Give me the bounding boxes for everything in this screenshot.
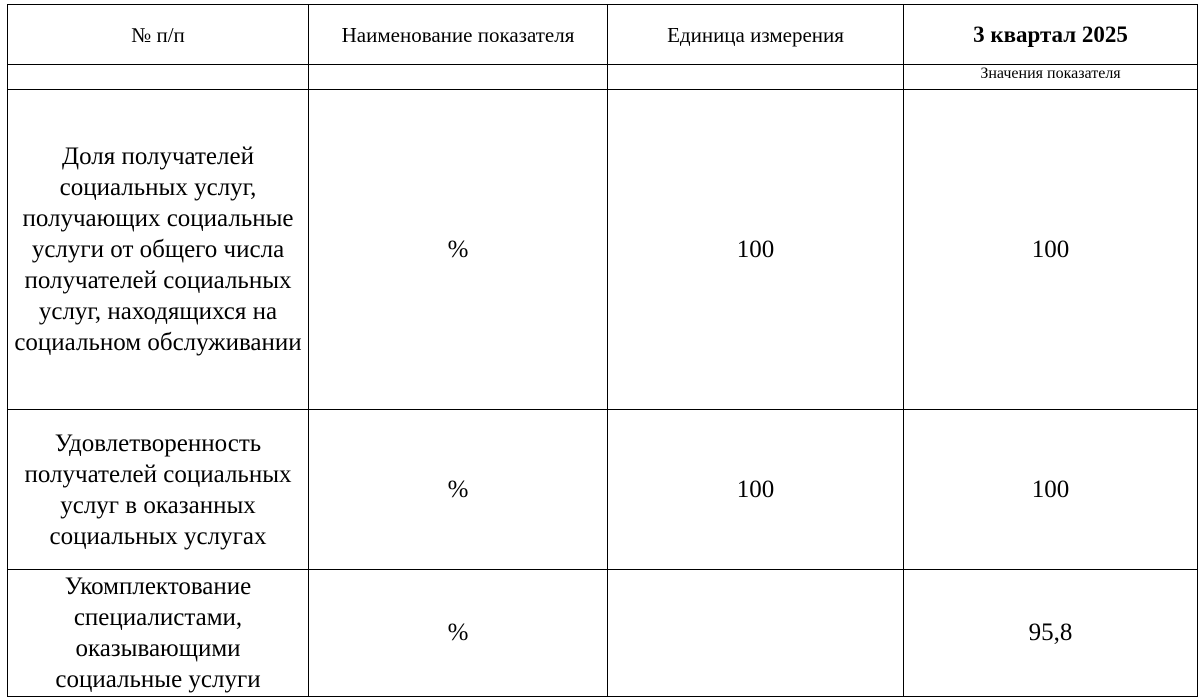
indicator-value: 100 bbox=[904, 410, 1198, 570]
subheader-empty-1 bbox=[8, 65, 309, 90]
table-row bbox=[8, 570, 1198, 697]
header-row bbox=[8, 5, 1198, 65]
header-name: Наименование показателя bbox=[309, 5, 608, 65]
indicator-unit: % bbox=[309, 570, 608, 697]
subheader-row bbox=[8, 65, 1198, 90]
indicator-value: 100 bbox=[904, 90, 1198, 410]
indicator-name: Доля получателей социальных услуг, получающих социальные услуги от общего числа получателей социальных услуг, находящихся на социальном обслуживании bbox=[8, 90, 309, 410]
indicator-value: 95,8 bbox=[904, 570, 1198, 697]
indicator-name: Укомплектование специалистами, оказывающими социальные услуги bbox=[8, 570, 309, 697]
indicator-unit: % bbox=[309, 410, 608, 570]
indicator-unit: % bbox=[309, 90, 608, 410]
subheader-empty-2 bbox=[309, 65, 608, 90]
indicators-table bbox=[7, 4, 1198, 697]
table-row bbox=[8, 410, 1198, 570]
header-period: 3 квартал 2025 bbox=[904, 5, 1198, 65]
indicator-col3 bbox=[608, 570, 904, 697]
subheader-empty-3 bbox=[608, 65, 904, 90]
indicator-col3: 100 bbox=[608, 410, 904, 570]
table-row bbox=[8, 90, 1198, 410]
indicator-name: Удовлетворенность получателей социальных услуг в оказанных социальных услугах bbox=[8, 410, 309, 570]
header-unit: Единица измерения bbox=[608, 5, 904, 65]
subheader-values: Значения показателя bbox=[904, 65, 1198, 90]
header-num: № п/п bbox=[8, 5, 309, 65]
indicator-col3: 100 bbox=[608, 90, 904, 410]
